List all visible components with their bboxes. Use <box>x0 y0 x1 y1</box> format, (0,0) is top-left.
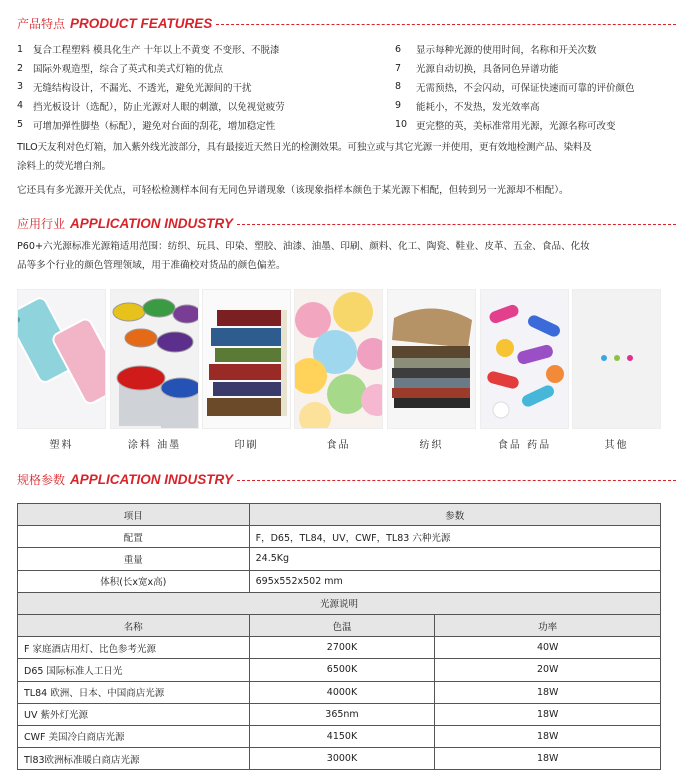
light-source-header-row: 名称 色温 功率 <box>18 614 661 636</box>
application-title-en: APPLICATION INDUSTRY <box>70 215 234 231</box>
feature-item: 4 挡光板设计（选配），防止光源对人眼的刺激，以免视觉疲劳 <box>17 100 285 113</box>
light-source-title-row: 光源说明 <box>18 592 661 614</box>
industry-paint: 涂料 油墨 <box>110 289 199 451</box>
application-header <box>17 214 676 232</box>
industry-other: 其他 <box>572 289 661 451</box>
feature-item: 9 能耗小，不发热，发光效率高 <box>395 100 540 113</box>
specs-title-cn: 规格参数 <box>17 472 66 487</box>
books-image <box>202 289 291 429</box>
features-title-cn: 产品特点 <box>17 16 66 31</box>
industry-plastic: 塑料 <box>17 289 106 451</box>
feature-item: 2 国际外观造型，综合了英式和美式灯箱的优点 <box>17 62 224 76</box>
table-row: Tl83欧洲标准暖白商店光源 3000K 18W <box>18 748 661 770</box>
feature-item: 3 无缝结构设计，不漏光、不透光，避免光源间的干扰 <box>17 81 252 94</box>
spec-header-row <box>18 504 661 526</box>
features-list-right <box>395 40 635 134</box>
industry-medicine: 食品 药品 <box>480 289 569 451</box>
other-placeholder-image <box>572 289 661 429</box>
candy-image <box>294 289 383 429</box>
header-divider <box>237 224 676 225</box>
spec-table <box>17 503 661 770</box>
table-row: CWF 美国冷白商店光源 4150K 18W <box>18 725 661 747</box>
feature-item: 10 更完整的英，美标准常用光源，光源名称可改变 <box>395 119 616 132</box>
features-description: TILO天友利对色灯箱，加入紫外线光波部分，具有最接近天然日光的检测效果。可独立或与其它光源一并使用，更有效地检测产品、染料及 涂料上的荧光增白剂。 <box>17 142 592 172</box>
application-description: P60+六光源标准光源箱适用范围：纺织、玩具、印染、塑胶、油漆、油墨、印刷、颜料、化工、陶瓷、鞋业、皮革、五金、食品、化妆 品等多个行业的颜色管理领域，用于准确校对货品的颜色偏差。 <box>17 241 590 271</box>
feature-item: 5 可增加弹性脚垫（标配），避免对台面的刮花，增加稳定性 <box>17 119 276 132</box>
spec-col-item: 项目 <box>18 504 250 526</box>
table-row: UV 紫外灯光源 365nm 18W <box>18 703 661 725</box>
feature-item: 7 光源自动切换，具备同色异谱功能 <box>395 62 559 76</box>
feature-item: 6 显示每种光源的使用时间，名称和开关次数 <box>395 43 597 57</box>
industry-textile: 纺织 <box>387 289 476 451</box>
paint-cans-image <box>110 289 199 429</box>
industry-food: 食品 <box>294 289 383 451</box>
specs-title-en: APPLICATION INDUSTRY <box>70 471 234 487</box>
features-list-left <box>17 40 285 134</box>
plastic-phone-case-image <box>17 289 106 429</box>
features-header <box>17 14 676 32</box>
features-note: 它还具有多光源开关优点，可轻松检测样本间有无同色异谱现象（该现象指样本颜色于某光源下相配，但转到另一光源却不相配）。 <box>17 185 569 196</box>
table-row: TL84 欧洲、日本、中国商店光源 4000K 18W <box>18 681 661 703</box>
specs-header <box>17 470 676 488</box>
table-row: D65 国际标准人工日光 6500K 20W <box>18 659 661 681</box>
header-divider <box>216 24 676 25</box>
application-title-cn: 应用行业 <box>17 216 66 231</box>
spec-col-param: 参数 <box>249 504 660 526</box>
table-row: 体积(长x宽x高) 695x552x502 mm <box>18 570 661 592</box>
fabric-stack-image <box>387 289 476 429</box>
header-divider <box>237 480 676 481</box>
feature-item: 8 无需预热，不会闪动，可保证快速而可靠的评价颜色 <box>395 81 635 94</box>
table-row: 配置 F，D65，TL84，UV，CWF，TL83 六种光源 <box>18 526 661 548</box>
feature-item: 1 复合工程塑料 模具化生产 十年以上不黄变 不变形、不脱漆 <box>17 43 280 57</box>
table-row: 重量 24.5Kg <box>18 548 661 570</box>
industry-printing: 印刷 <box>202 289 291 451</box>
table-row: F 家庭酒店用灯、比色参考光源 2700K 40W <box>18 637 661 659</box>
features-title-en: PRODUCT FEATURES <box>70 15 213 31</box>
pills-image <box>480 289 569 429</box>
